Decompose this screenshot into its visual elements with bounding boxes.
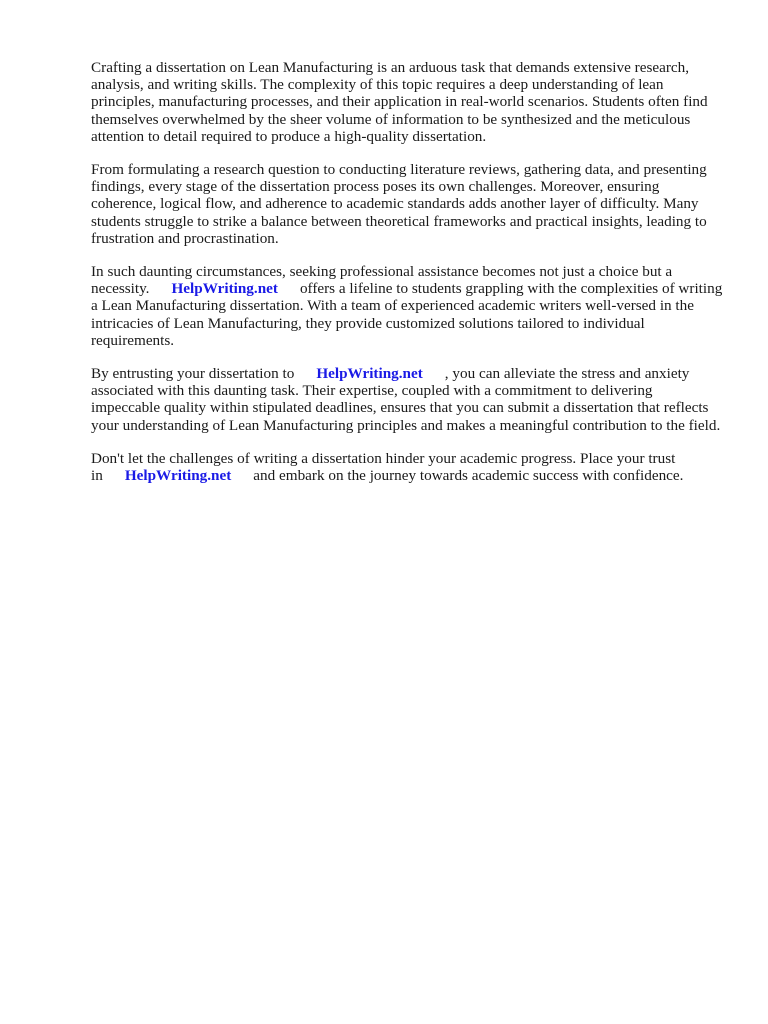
paragraph-text: , you can alleviate the stress and anxiety associated with this daunting task. Their expertise, coupled with a commitment to delivering impeccable quality within stipulated deadlines, ensures that you can submit a dissertation that reflects your understanding of Lean Manufacturing principles and makes a meaningful contribution to the field. [91, 365, 721, 434]
paragraph-assistance [91, 263, 723, 349]
paragraph-text: and embark on the journey towards academic success with confidence. [253, 467, 684, 485]
paragraph-entrusting [91, 365, 723, 434]
helpwriting-link[interactable]: HelpWriting.net [316, 365, 423, 383]
paragraph-text: By entrusting your dissertation to [91, 365, 295, 383]
paragraph-challenges: From formulating a research question to conducting literature reviews, gathering data, and presenting findings, every stage of the dissertation process poses its own challenges. Moreover, ensuring coherence, logical flow, and adherence to academic standards adds another layer of difficulty. Many students struggle to strike a balance between theoretical frameworks and practical insights, leading to frustration and procrastination. [91, 161, 707, 247]
helpwriting-link[interactable]: HelpWriting.net [171, 280, 278, 298]
paragraph-text: Don't let the challenges of writing a dissertation hinder your academic progress. Place your trust in [91, 449, 676, 485]
paragraph-intro: Crafting a dissertation on Lean Manufacturing is an arduous task that demands extensive research, analysis, and writing skills. The complexity of this topic requires a deep understanding of lean principles, manufacturing processes, and their application in real-world scenarios. Students often find themselves overwhelmed by the sheer volume of information to be synthesized and the meticulous attention to detail required to produce a high-quality dissertation. [91, 59, 708, 145]
paragraph-closing [91, 450, 723, 484]
document-body [91, 59, 723, 500]
helpwriting-link[interactable]: HelpWriting.net [124, 467, 232, 485]
paragraph-text: offers a lifeline to students grappling with the complexities of writing a Lean Manufacturing dissertation. With a team of experienced academic writers well-versed in the intricacies of Lean Manufacturing, they provide customized solutions tailored to individual requirements. [91, 280, 723, 349]
paragraph-text: In such daunting circumstances, seeking professional assistance becomes not just a choice but a necessity. [91, 263, 673, 298]
